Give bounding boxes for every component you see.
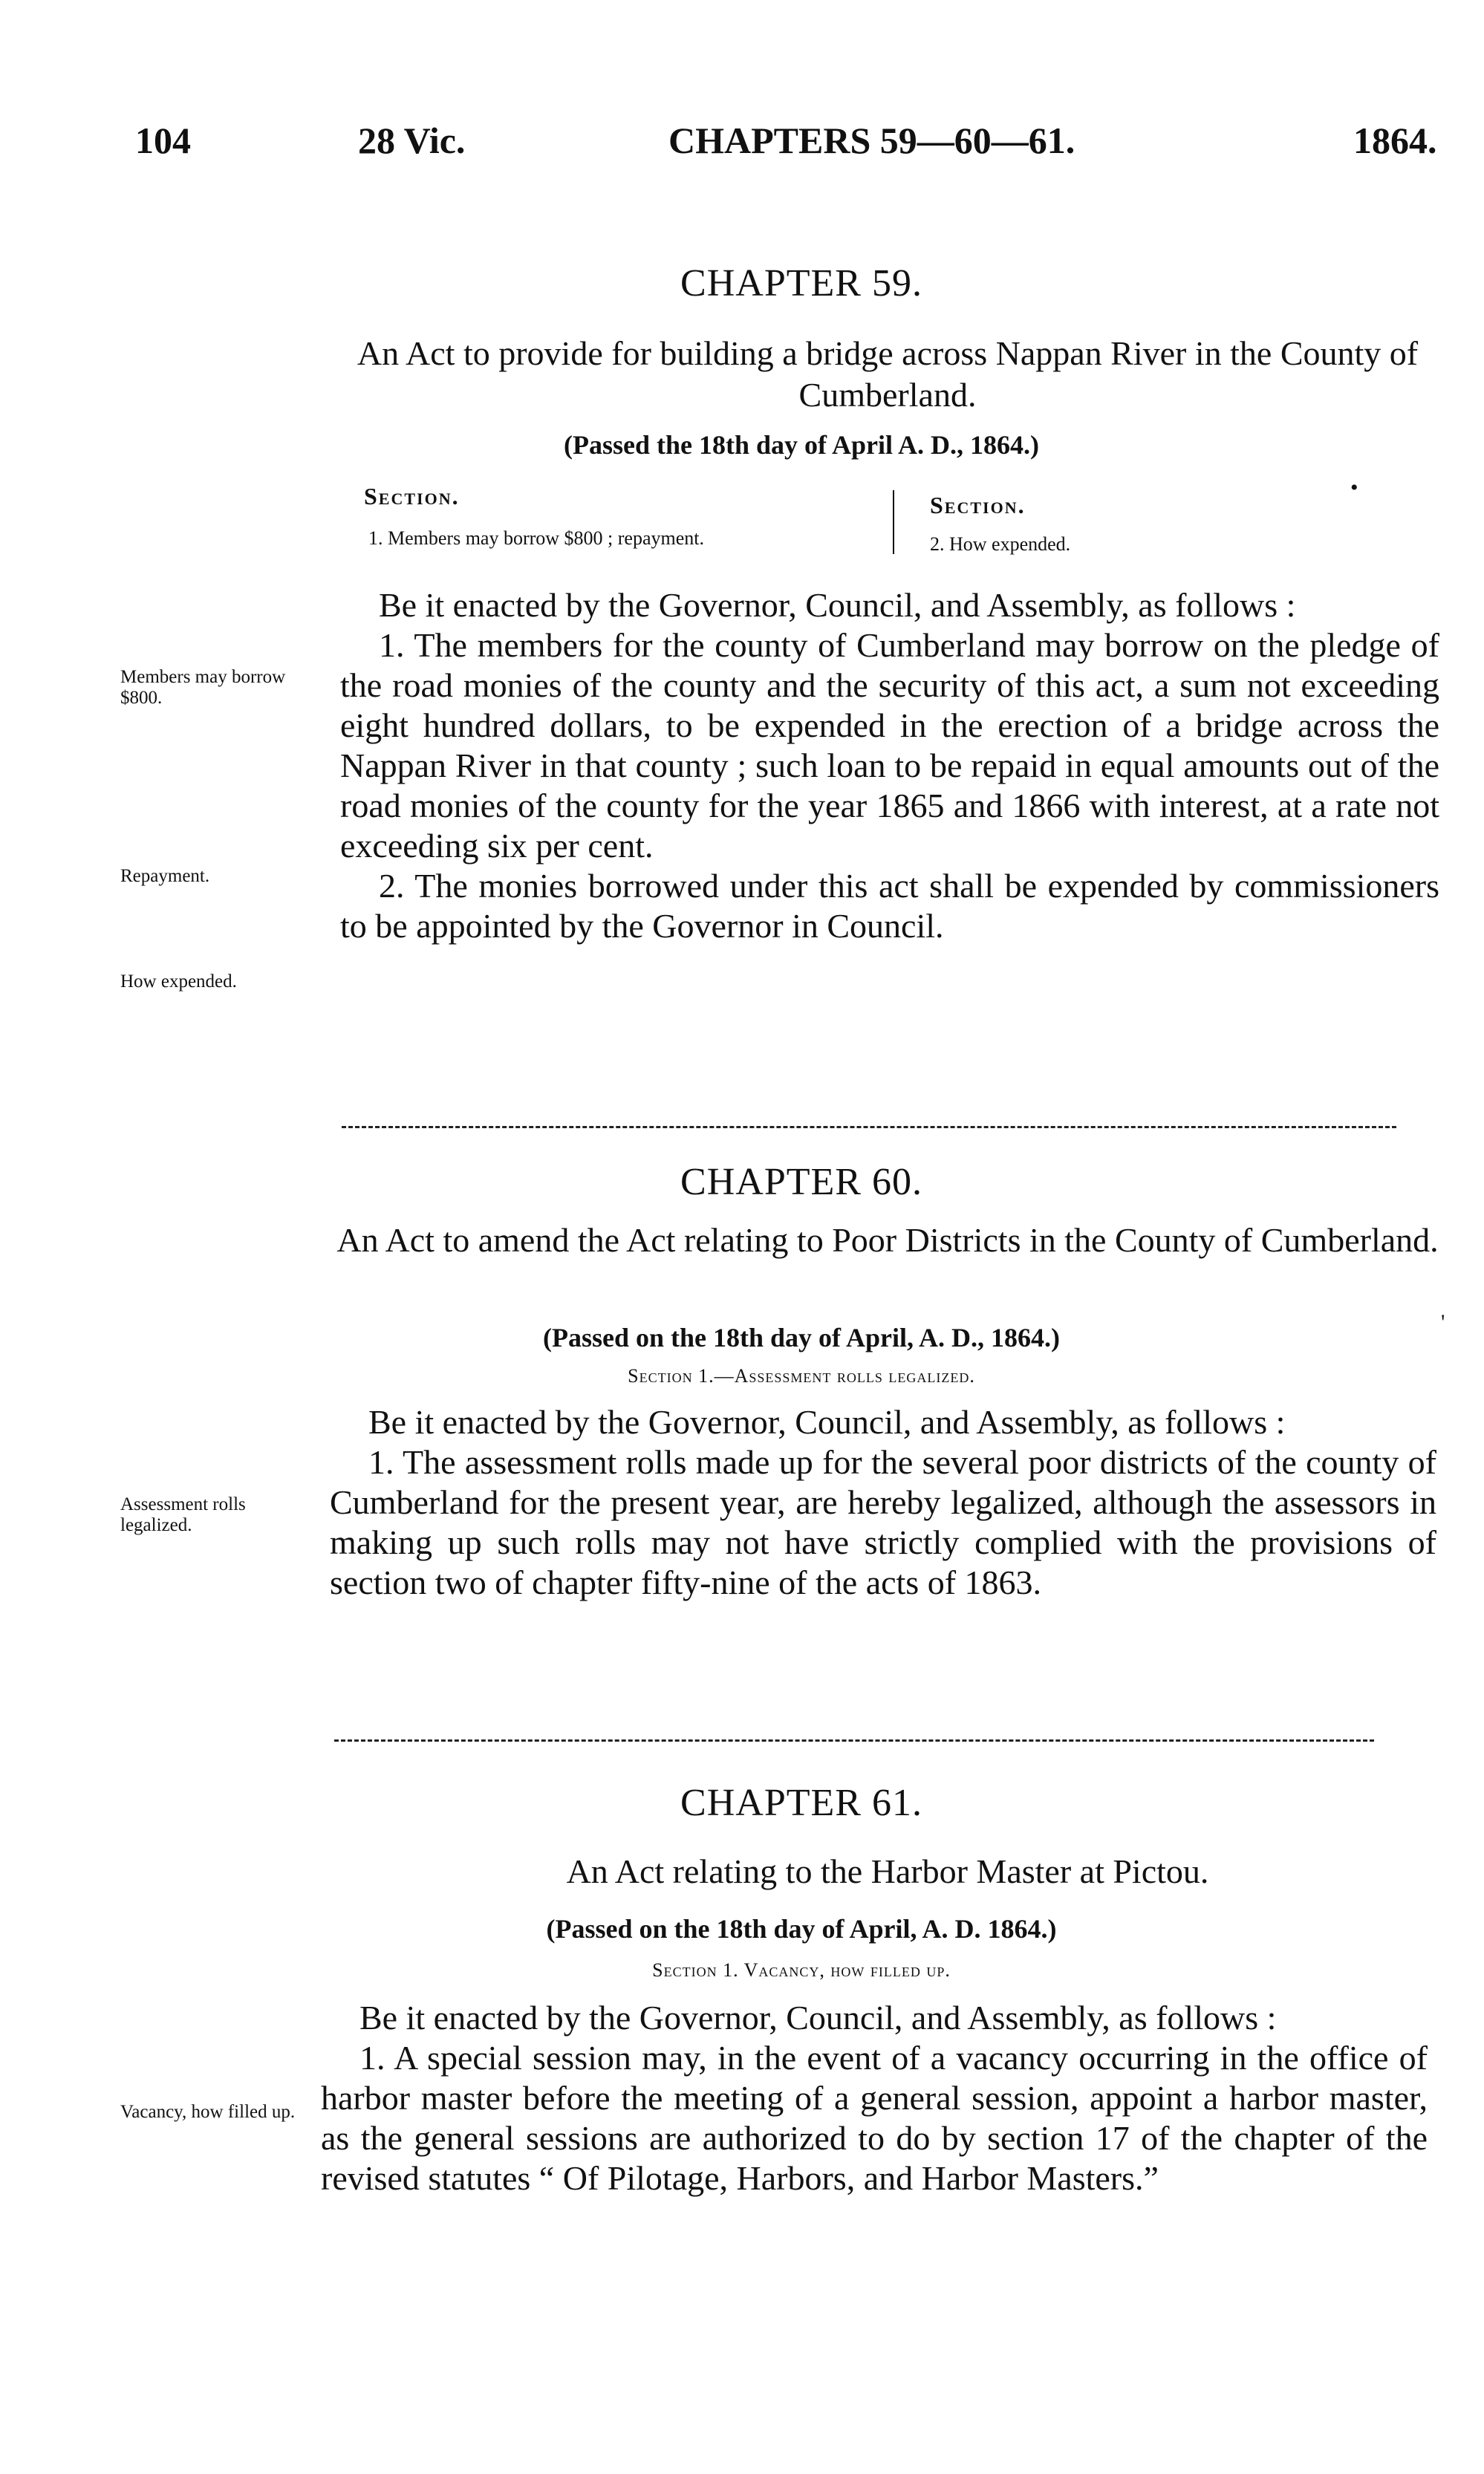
chapter-divider bbox=[334, 1739, 1374, 1742]
section-header-right: Section. bbox=[930, 492, 1026, 518]
margin-note: Repayment. bbox=[120, 866, 210, 886]
running-header bbox=[0, 119, 1484, 171]
passed-date: (Passed the 18th day of April A. D., 1864.) bbox=[563, 430, 1040, 460]
chapter-body bbox=[321, 1998, 1428, 2198]
running-title: CHAPTERS 59—60—61. bbox=[668, 120, 1075, 161]
section-line: Section 1.—Assessment rolls legalized. bbox=[628, 1365, 975, 1387]
chapter-heading: CHAPTER 61. bbox=[680, 1782, 922, 1824]
section-entry: 2. How expended. bbox=[930, 533, 1071, 555]
running-year: 1864. bbox=[1353, 120, 1437, 161]
section-paragraph: 2. The monies borrowed under this act shall be expended by commissioners to be appointed by the Governor in Council. bbox=[340, 867, 1439, 945]
section-paragraph: 1. A special session may, in the event of a vacancy occurring in the office of harbor master before the meeting of a general session, appoint a harbor master, as the general sessions are authorized to do by section 17 of the chapter of the revised statutes “ Of Pilotage, Harbors, and Harbor Masters.” bbox=[321, 2039, 1428, 2197]
enacting-clause: Be it enacted by the Governor, Council, and Assembly, as follows : bbox=[359, 1999, 1277, 2037]
chapter-divider bbox=[342, 1126, 1396, 1128]
chapter-title: An Act to provide for building a bridge across Nappan River in the County of Cumberland. bbox=[357, 334, 1419, 414]
section-entry: 1. Members may borrow $800 ; repayment. bbox=[368, 527, 705, 549]
section-header-left: Section. bbox=[364, 483, 460, 510]
dot-mark: ' bbox=[1441, 1310, 1445, 1335]
dot-mark: • bbox=[1350, 475, 1358, 500]
margin-note: Members may borrow $800. bbox=[120, 667, 286, 708]
chapter-title: An Act to amend the Act relating to Poor Districts in the County of Cumberland. bbox=[336, 1221, 1439, 1259]
section-paragraph: 1. The assessment rolls made up for the several poor districts of the county of Cumberland for the present year, are hereby legalized, although the assessors in making up such rolls may not have strictly complied with the provisions of section two of chapter fifty-nine of the acts of 1863. bbox=[330, 1443, 1436, 1601]
chapter-title: An Act relating to the Harbor Master at Pictou. bbox=[566, 1852, 1209, 1890]
enacting-clause: Be it enacted by the Governor, Council, and Assembly, as follows : bbox=[379, 586, 1296, 624]
regnal-year: 28 Vic. bbox=[358, 120, 466, 161]
chapter-body bbox=[340, 585, 1439, 946]
margin-note: Assessment rolls legalized. bbox=[120, 1494, 246, 1535]
margin-note: How expended. bbox=[120, 971, 237, 992]
chapter-heading: CHAPTER 59. bbox=[680, 262, 922, 305]
enacting-clause: Be it enacted by the Governor, Council, and Assembly, as follows : bbox=[368, 1403, 1286, 1441]
section-line: Section 1. Vacancy, how filled up. bbox=[652, 1959, 951, 1981]
passed-date: (Passed on the 18th day of April, A. D. 1864.) bbox=[546, 1914, 1057, 1944]
margin-note: Vacancy, how filled up. bbox=[120, 2102, 296, 2122]
section-paragraph: 1. The members for the county of Cumberland may borrow on the pledge of the road monies of the county and the security of this act, a sum not exceeding eight hundred dollars, to be expended in the erection of a bridge across the Nappan River in that county ; such loan to be repaid in equal amounts out of the road monies of the county for the year 1865 and 1866 with interest, at a rate not exceeding six per cent. bbox=[340, 626, 1439, 865]
page-number: 104 bbox=[135, 120, 191, 161]
chapter-body bbox=[330, 1402, 1436, 1603]
passed-date: (Passed on the 18th day of April, A. D., 1864.) bbox=[542, 1323, 1061, 1352]
chapter-heading: CHAPTER 60. bbox=[680, 1161, 922, 1203]
section-divider bbox=[893, 490, 894, 554]
